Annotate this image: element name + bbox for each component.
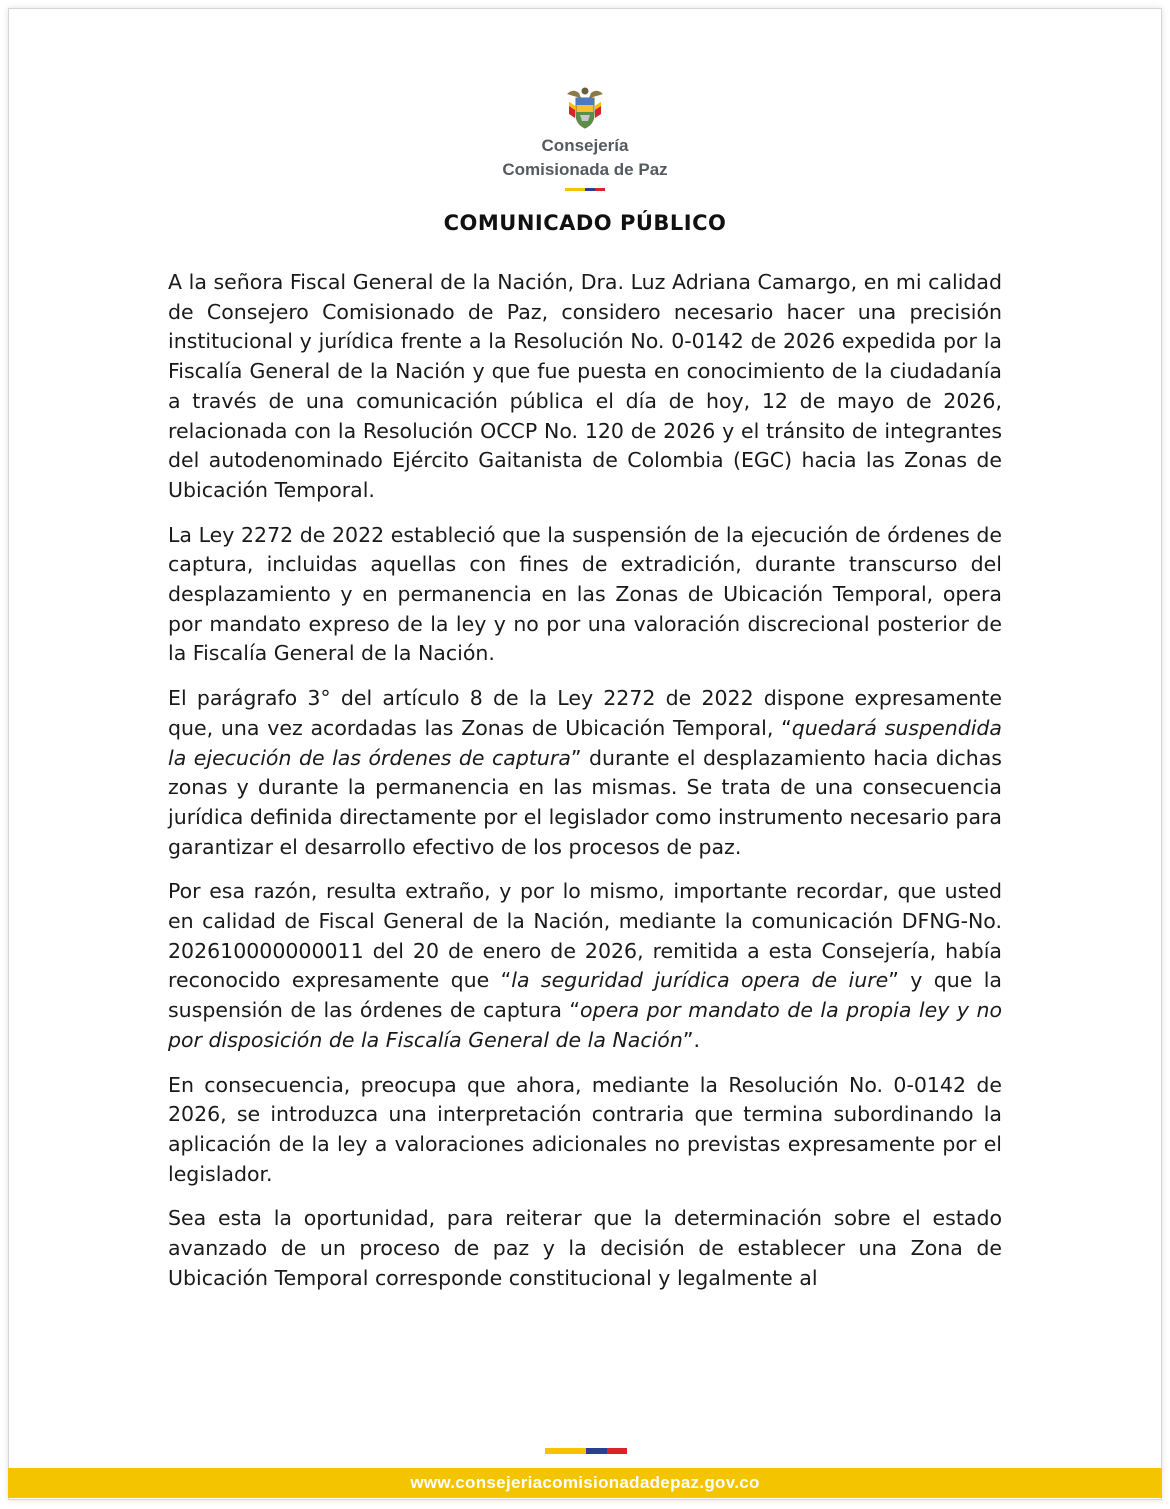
paragraph-4-text-b: ” y que la suspensión de las órdenes de captura “ <box>168 968 1002 1023</box>
paragraph-4-quote-1: la seguridad jurídica opera de iure <box>511 968 889 993</box>
paragraph-4-text-c: ”. <box>682 1027 700 1052</box>
paragraph-5: En consecuencia, preocupa que ahora, mediante la Resolución No. 0-0142 de 2026, se introduzca una interpretación contraria que termina subordinando la aplicación de la ley a valoraciones adicionales no previstas expresamente por el legislador. <box>168 1072 1002 1186</box>
header-flag-bar <box>565 188 605 191</box>
paragraph-4-text-a: Por esa razón, resulta extraño, y por lo mismo, importante recordar, que usted en calidad de Fiscal General de la Nación, mediante la comunicación DFNG-No. 202610000000011 del 20 de enero de 2026, remitida a esta Consejería, había reconocido expresamente que “ <box>168 879 1002 993</box>
header-logo <box>0 84 1170 191</box>
paragraph-1: A la señora Fiscal General de la Nación, Dra. Luz Adriana Camargo, en mi calidad de Consejero Comisionado de Paz, considero necesario hacer una precisión institucional y jurídica frente a la Resolución No. 0-0142 de 2026 expedida por la Fiscalía General de la Nación y que fue puesta en conocimiento de la ciudadanía a través de una comunicación pública el día de hoy, 12 de mayo de 2026, relacionada con la Resolución OCCP No. 120 de 2026 y el tránsito de integrantes del autodenominado Ejército Gaitanista de Colombia (EGC) hacia las Zonas de Ubicación Temporal. <box>168 270 1002 502</box>
paragraph-4-quote-2: opera por mandato de la propia ley y no por disposición de la Fiscalía General de la Nación <box>168 998 1002 1052</box>
paragraph-6: Sea esta la oportunidad, para reiterar que la determinación sobre el estado avanzado de un proceso de paz y la decisión de establecer una Zona de Ubicación Temporal corresponde constitucional y legalmente al <box>168 1206 1002 1290</box>
footer-website-link[interactable]: www.consejeriacomisionadadepaz.gov.co <box>410 1473 760 1492</box>
document-body <box>168 268 1002 1309</box>
paragraph-2: La Ley 2272 de 2022 estableció que la suspensión de la ejecución de órdenes de captura, incluidas aquellas con fines de extradición, durante transcurso del desplazamiento y en permanencia en las Zonas de Ubicación Temporal, opera por mandato expreso de la ley y no por una valoración discrecional posterior de la Fiscalía General de la Nación. <box>168 522 1002 666</box>
org-name-line1: Consejería <box>541 136 629 155</box>
paragraph-4 <box>168 877 1002 1055</box>
paragraph-3-text-b: ” durante el desplazamiento hacia dichas zonas y durante la permanencia en las mismas. Se trata de una consecuencia jurídica definida directamente por el legislador como instrumento necesario para garantizar el desarrollo efectivo de los procesos de paz. <box>168 745 1002 859</box>
page-title: COMUNICADO PÚBLICO <box>443 211 727 235</box>
colombia-coat-of-arms-icon <box>563 84 607 132</box>
paragraph-3 <box>168 684 1002 862</box>
org-name-line2: Comisionada de Paz <box>502 160 668 179</box>
paragraph-3-text-a: El parágrafo 3° del artículo 8 de la Ley 2272 de 2022 dispone expresamente que, una vez acordadas las Zonas de Ubicación Temporal, “ <box>168 686 1002 740</box>
footer-flag-bar <box>545 1448 627 1454</box>
paragraph-3-quote: quedará suspendida la ejecución de las órdenes de captura <box>168 715 1002 770</box>
footer-band <box>8 1468 1162 1498</box>
